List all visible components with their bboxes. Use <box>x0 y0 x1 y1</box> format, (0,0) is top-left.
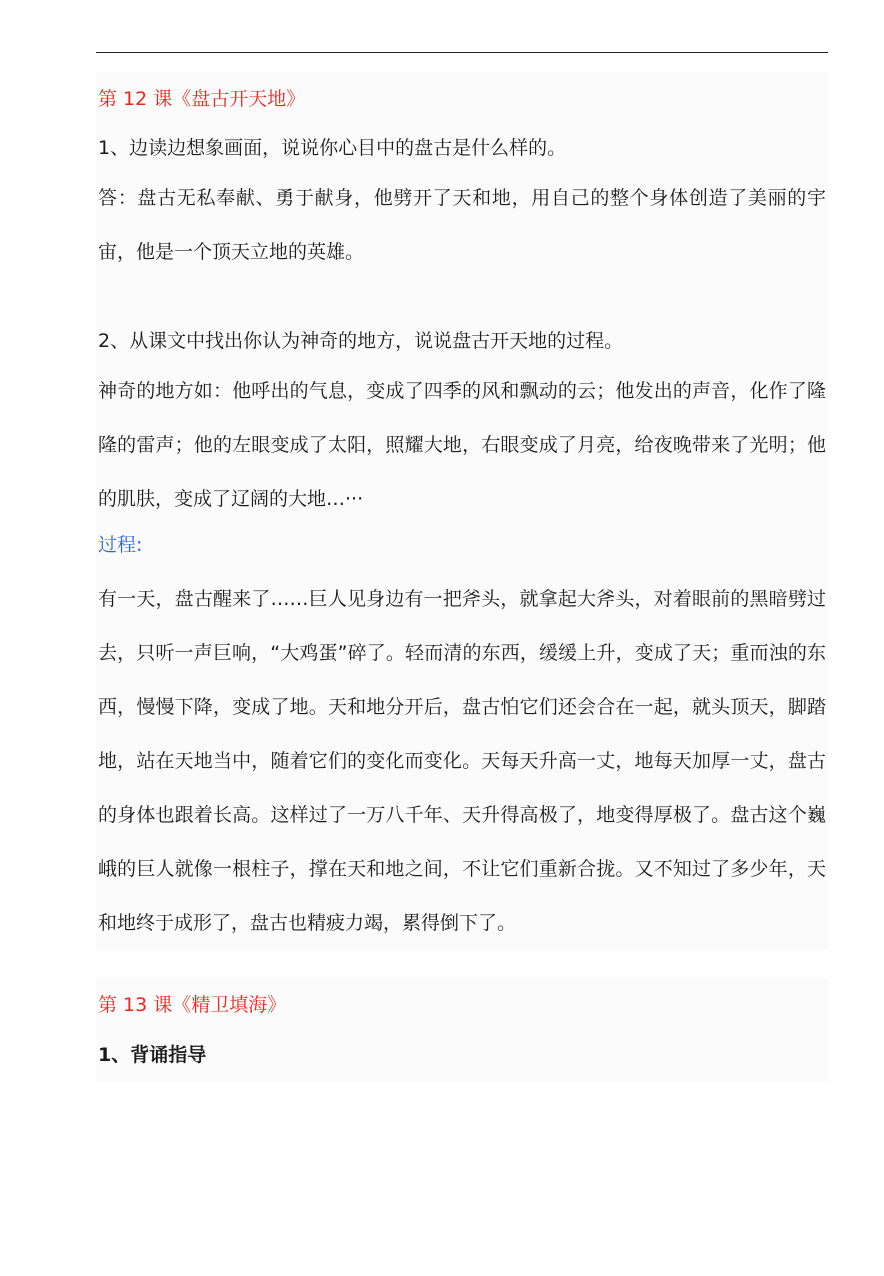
document-body <box>96 72 828 1082</box>
wonders-paragraph: 神奇的地方如：他呼出的气息，变成了四季的风和飘动的云；他发出的声音，化作了隆隆的雷声；他的左眼变成了太阳，照耀大地，右眼变成了月亮，给夜晚带来了光明；他的肌肤，变成了辽阔的大地…··· <box>98 380 826 510</box>
lesson-12-section <box>96 72 828 950</box>
question-1: 1、边读边想象画面，说说你心目中的盘古是什么样的。 <box>98 137 567 159</box>
lesson-12-title: 第 12 课《盘古开天地》 <box>98 88 306 110</box>
header-rule <box>96 52 828 53</box>
lesson-13-section <box>96 978 828 1082</box>
section-gap <box>96 279 828 315</box>
process-label: 过程: <box>98 534 143 556</box>
answer-1: 答：盘古无私奉献、勇于献身，他劈开了天和地，用自己的整个身体创造了美丽的宇宙，他是一个顶天立地的英雄。 <box>98 187 826 263</box>
lesson-13-title: 第 13 课《精卫填海》 <box>98 994 287 1016</box>
process-paragraph: 有一天，盘古醒来了……巨人见身边有一把斧头，就拿起大斧头，对着眼前的黑暗劈过去，只听一声巨响，“大鸡蛋”碎了。轻而清的东西，缓缓上升，变成了天；重而浊的东西，慢慢下降，变成了地。天和地分开后，盘古怕它们还会合在一起，就头顶天，脚踏地，站在天地当中，随着它们的变化而变化。天每天升高一丈，地每天加厚一丈，盘古的身体也跟着长高。这样过了一万八千年、天升得高极了，地变得厚极了。盘古这个巍峨的巨人就像一根柱子，撑在天和地之间，不让它们重新合拢。又不知过了多少年，天和地终于成形了，盘古也精疲力竭，累得倒下了。 <box>98 588 826 934</box>
question-2: 2、从课文中找出你认为神奇的地方，说说盘古开天地的过程。 <box>98 330 624 352</box>
lesson-gap <box>96 950 828 978</box>
recitation-guide-heading: 1、背诵指导 <box>98 1044 207 1066</box>
